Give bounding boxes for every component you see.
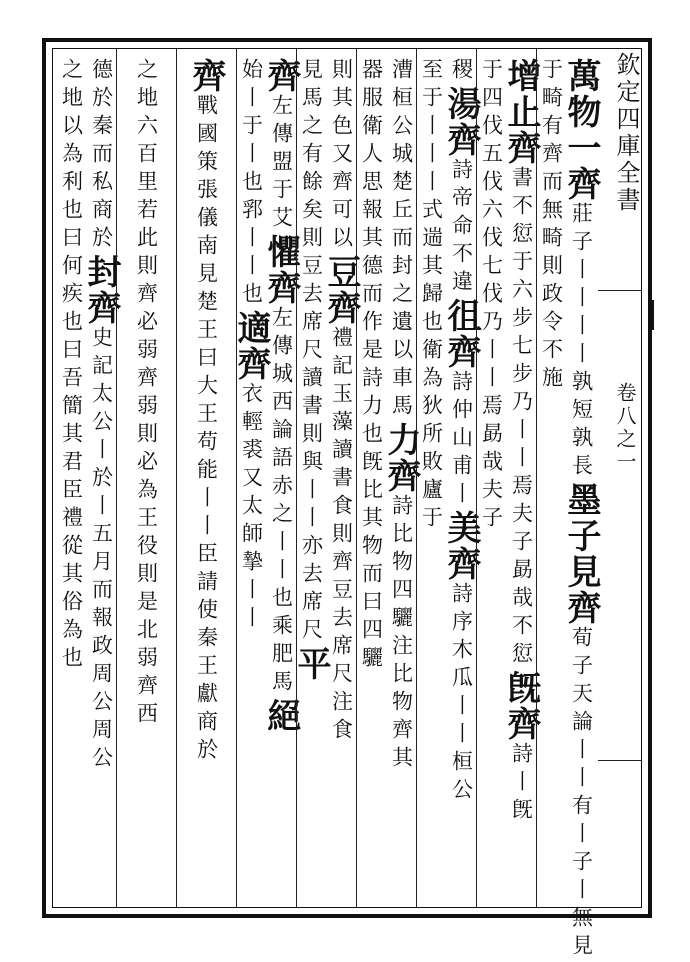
column-rule: [356, 48, 357, 908]
commentary-text: 則其色又齊可以: [329, 58, 354, 254]
commentary-text: 莊子丨丨丨: [569, 202, 594, 342]
entry-heading: 齊: [186, 58, 226, 94]
commentary-text: 見馬之有餘矣: [299, 58, 324, 226]
commentary-text: 之地六百里若此則齊必弱齊弱則必為王役則是北弱齊西: [134, 58, 159, 730]
volume-label: 卷八之一: [613, 382, 637, 474]
text-column: [56, 58, 86, 903]
commentary-text: 丨孰短孰長: [569, 342, 594, 482]
commentary-text: 于四伐五伐六伐七伐乃丨丨焉勗哉夫子: [479, 58, 504, 534]
column-rule: [536, 48, 537, 908]
commentary-text: 郛丨丨也: [239, 198, 264, 310]
entry-heading: 美齊: [441, 510, 481, 582]
entry-heading: 豆齊: [321, 254, 361, 326]
commentary-text: 則豆去席尺讀書則與丨丨亦去席尺: [299, 226, 324, 646]
text-column: [176, 58, 236, 903]
margin-divider: [598, 760, 642, 761]
commentary-text: 左傳城西: [269, 306, 294, 418]
commentary-text: 荀子天論丨丨有丨子丨無見: [569, 626, 594, 962]
commentary-text: 詩比物四驪注比物齊其: [389, 494, 414, 774]
entry-heading: 墨子見齊: [561, 482, 601, 626]
text-column: [116, 58, 176, 903]
commentary-text: 戰國策張儀南見楚王曰大王苟能丨丨臣請使秦王獻商於: [194, 94, 219, 766]
entry-heading: 封齊: [81, 254, 121, 326]
entry-heading: 力齊: [381, 422, 421, 494]
commentary-text: 之地以為利也: [59, 58, 84, 226]
commentary-text: 左傳盟于艾: [269, 94, 294, 234]
commentary-text: 稷: [449, 58, 474, 86]
entry-heading: 湯齊: [441, 86, 481, 158]
text-column: [321, 58, 361, 903]
entry-heading: 絕: [261, 698, 301, 734]
commentary-text: 也衛為狄所敗廬于: [419, 310, 444, 534]
column-rule: [296, 48, 297, 908]
text-column: [441, 58, 481, 903]
text-column: [231, 58, 271, 903]
text-column: [536, 58, 566, 903]
text-column: [501, 58, 541, 903]
column-rule: [416, 48, 417, 908]
commentary-text: 始丨于丨也: [239, 58, 264, 198]
text-column: [356, 58, 386, 903]
commentary-text: 書不愆于六步七步乃丨丨焉夫子勗哉不愆: [509, 166, 534, 670]
column-rule: [176, 48, 177, 908]
commentary-text: 論語赤之丨丨也乘肥馬: [269, 418, 294, 698]
entry-heading: 萬物一齊: [561, 58, 601, 202]
commentary-text: 器服衛人思報其德而作是詩: [359, 58, 384, 394]
margin-divider: [598, 290, 642, 291]
entry-heading: 平: [291, 646, 331, 682]
column-rule: [476, 48, 477, 908]
text-column: [81, 58, 121, 903]
commentary-text: 詩仲山甫丨: [449, 370, 474, 510]
entry-heading: 適齊: [231, 310, 271, 382]
commentary-text: 德於秦而私商於: [89, 58, 114, 254]
entry-heading: 徂齊: [441, 298, 481, 370]
fishtail-mark: [650, 300, 654, 330]
text-column: [381, 58, 421, 903]
book-title: 欽定四庫全書: [612, 52, 640, 214]
commentary-text: 詩序木瓜丨丨桓公: [449, 582, 474, 806]
entry-heading: 齊: [261, 58, 301, 94]
commentary-text: 禮記玉藻讀書食則齊豆去席尺注食: [329, 326, 354, 746]
entry-heading: 增止齊: [501, 58, 541, 166]
commentary-text: 詩帝命不違: [449, 158, 474, 298]
commentary-text: 漕桓公城楚丘而封之遺以車馬: [389, 58, 414, 422]
column-rule: [236, 48, 237, 908]
commentary-text: 衣輕裘又太師摯丨丨: [239, 382, 264, 634]
commentary-text: 丨式遄其歸: [419, 170, 444, 310]
commentary-text: 于畸有齊而無畸則政令不施: [539, 58, 564, 394]
column-rule: [116, 48, 117, 908]
text-column: [561, 58, 601, 962]
commentary-text: 曰何疾也曰吾簡其君臣禮從其俗為也: [59, 226, 84, 674]
entry-heading: 旣齊: [501, 670, 541, 742]
commentary-text: 至于丨丨: [419, 58, 444, 170]
text-column: [261, 58, 301, 903]
commentary-text: 力也旣比其物而曰四驪: [359, 394, 384, 674]
entry-heading: 懼齊: [261, 234, 301, 306]
text-column: [476, 58, 506, 903]
commentary-text: 史記太公丨於丨五月而報政周公周公: [89, 326, 114, 774]
commentary-text: 詩丨旣: [509, 742, 534, 826]
text-column: [291, 58, 331, 903]
